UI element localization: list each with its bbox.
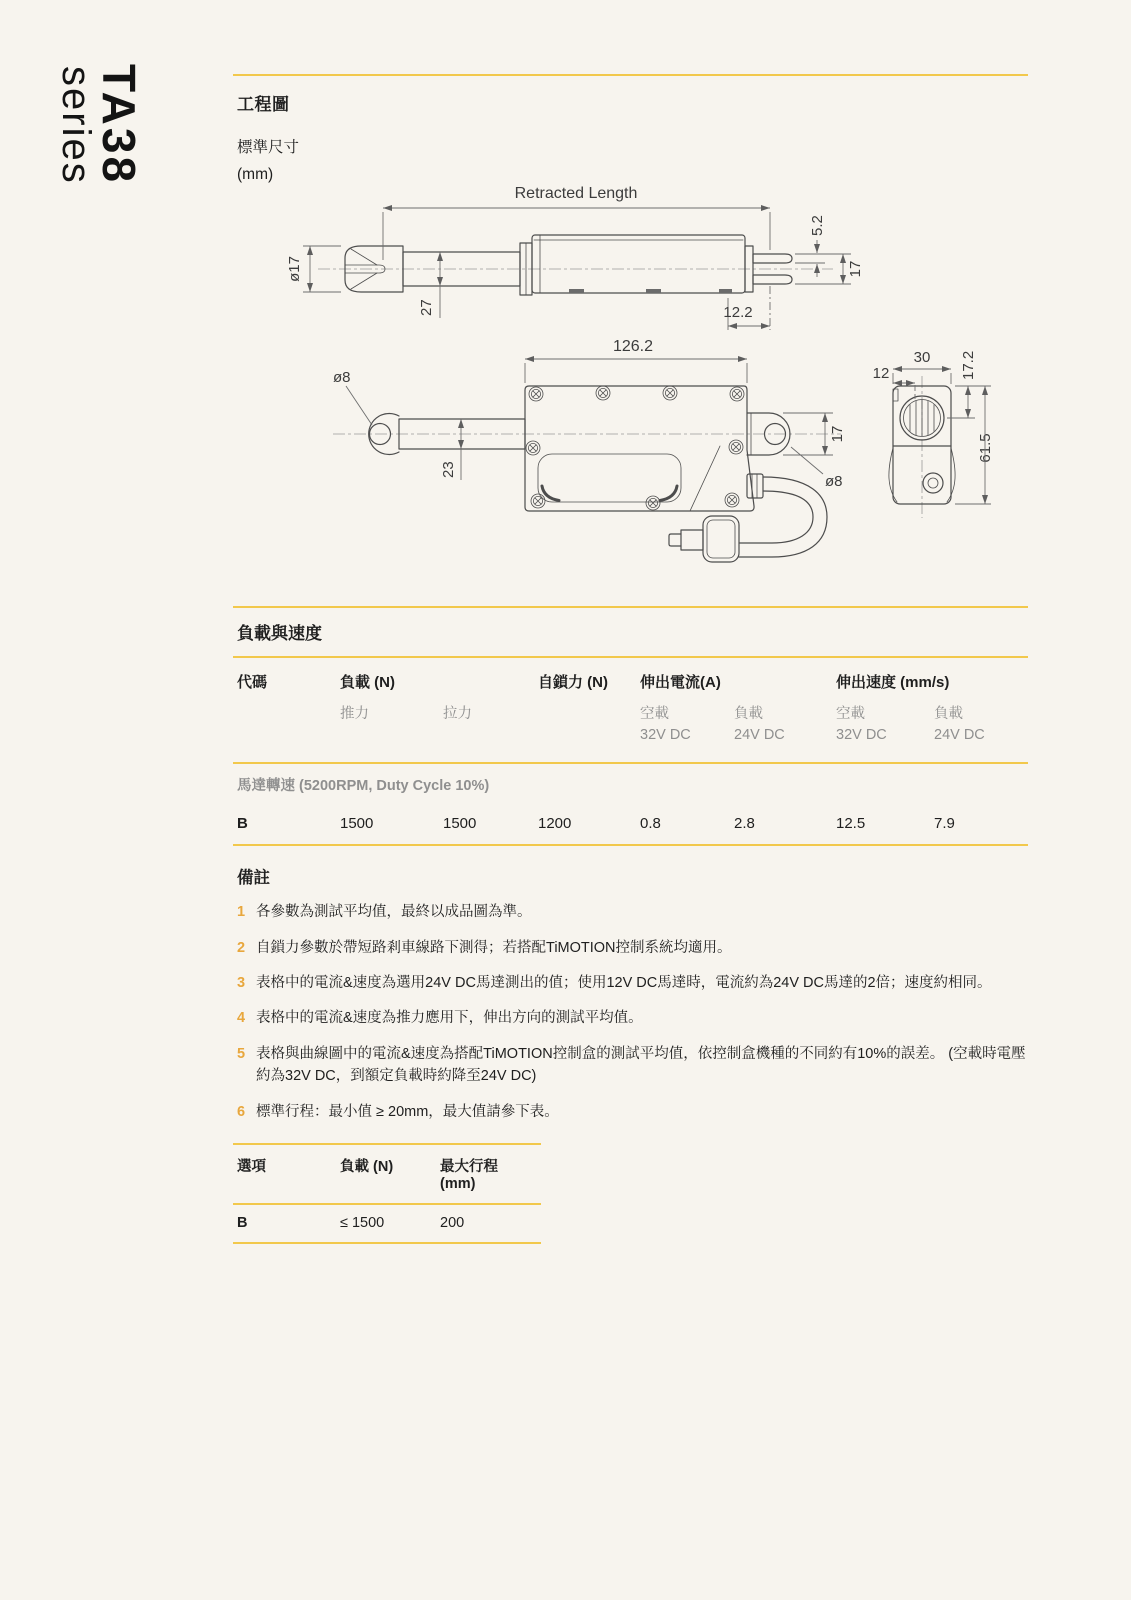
no-load-label-2: 空載 xyxy=(836,706,865,722)
unit-label: (mm) xyxy=(237,166,274,183)
load-speed-section xyxy=(233,606,1028,846)
cell-self-lock: 1200 xyxy=(538,815,572,833)
note-number: 4 xyxy=(237,1010,246,1027)
note-text: 表格中的電流&速度為選用24V DC馬達測出的值；使用12V DC馬達時，電流約為24V DC馬達的2倍；速度約相同。 xyxy=(256,974,992,991)
note-item xyxy=(233,1007,1028,1029)
cell-option: B xyxy=(237,1215,248,1232)
voltage-32v-2: 32V DC xyxy=(836,727,887,744)
dim-fork-slot: 5.2 xyxy=(809,215,826,236)
subcol-current-no-load xyxy=(636,692,730,762)
notes-section xyxy=(233,864,1028,1123)
note-item xyxy=(233,1101,1028,1123)
note-text: 表格與曲線圖中的電流&速度為搭配TiMOTION控制盒的測試平均值，依控制盒機種的不同約有10%的誤差。 (空載時電壓約為32V DC，到額定負載時約降至24V DC) xyxy=(256,1045,1026,1085)
notes-heading: 備註 xyxy=(237,869,270,888)
subcol-push: 推力 xyxy=(340,706,369,722)
load-speed-data-row xyxy=(233,807,1028,844)
note-number: 6 xyxy=(237,1103,246,1120)
dim-rear-eye-height: 17 xyxy=(829,425,846,443)
drawing-side-view xyxy=(286,186,864,330)
note-number: 1 xyxy=(237,904,246,921)
note-text: 標準行程：最小值 ≥ 20mm，最大值請參下表。 xyxy=(256,1103,559,1120)
note-item xyxy=(233,937,1028,959)
subcol-empty xyxy=(233,692,336,762)
note-number: 3 xyxy=(237,974,246,991)
dim-fork-height: 17 xyxy=(847,260,864,278)
col-load: 負載 (N) xyxy=(340,674,395,691)
voltage-32v: 32V DC xyxy=(640,727,691,744)
stroke-header-row xyxy=(233,1145,541,1203)
dim-retracted-length: Retracted Length xyxy=(514,186,638,202)
drawing-profile-view xyxy=(333,338,846,562)
load-speed-subheader-row xyxy=(233,692,1028,762)
no-load-label: 空載 xyxy=(640,706,669,722)
cell-current-no-load: 0.8 xyxy=(640,815,661,833)
dim-top-to-center: 17.2 xyxy=(960,350,977,380)
table-rule-bottom xyxy=(233,844,1028,846)
subcol-empty2 xyxy=(534,692,636,762)
top-divider xyxy=(233,74,1028,76)
cell-code: B xyxy=(237,815,248,833)
voltage-24v: 24V DC xyxy=(734,727,785,744)
dim-rear-hole-dia: ø8 xyxy=(825,473,843,490)
technical-drawings xyxy=(233,186,1028,586)
cell-speed-full-load: 7.9 xyxy=(934,815,955,833)
voltage-24v-2: 24V DC xyxy=(934,727,985,744)
series-code: TA38 xyxy=(93,64,145,186)
cell-speed-no-load: 12.5 xyxy=(836,815,866,833)
subcol-current-full-load xyxy=(730,692,832,762)
stroke-table xyxy=(233,1143,541,1244)
note-number: 2 xyxy=(237,939,246,956)
main-column xyxy=(233,0,1028,1244)
subcol-speed-no-load xyxy=(832,692,930,762)
col-option: 選項 xyxy=(237,1159,266,1176)
note-text: 各參數為測試平均值，最終以成品圖為準。 xyxy=(256,904,532,921)
cell-pull: 1500 xyxy=(443,815,477,833)
subcol-pull: 拉力 xyxy=(443,706,472,722)
note-number: 5 xyxy=(237,1045,246,1062)
col-load-n: 負載 (N) xyxy=(340,1159,394,1176)
dim-hole-offset: 12 xyxy=(872,365,890,382)
engineering-heading: 工程圖 xyxy=(237,95,290,114)
dim-body-length: 126.2 xyxy=(612,338,654,355)
col-code: 代碼 xyxy=(237,674,268,691)
stroke-data-row xyxy=(233,1205,541,1242)
note-item xyxy=(233,972,1028,994)
load-speed-heading: 負載與速度 xyxy=(237,624,322,643)
full-load-label-2: 負載 xyxy=(934,706,963,722)
note-text: 表格中的電流&速度為推力應用下，伸出方向的測試平均值。 xyxy=(256,1010,643,1027)
cell-load: ≤ 1500 xyxy=(340,1215,385,1232)
col-self-lock: 自鎖力 (N) xyxy=(538,674,608,691)
dim-rod-dia: 27 xyxy=(418,299,435,316)
motor-speed-note: 馬達轉速 (5200RPM, Duty Cycle 10%) xyxy=(237,778,490,795)
cell-max-stroke: 200 xyxy=(440,1215,465,1232)
col-speed: 伸出速度 (mm/s) xyxy=(836,674,950,691)
dim-rear-offset: 12.2 xyxy=(723,304,753,321)
stroke-rule-bottom xyxy=(233,1242,541,1244)
col-current: 伸出電流(A) xyxy=(640,674,721,691)
cell-push: 1500 xyxy=(340,815,374,833)
series-vertical-label xyxy=(54,64,145,186)
load-speed-header-row xyxy=(233,658,1028,692)
col-max-stroke: 最大行程 (mm) xyxy=(440,1159,498,1193)
note-item xyxy=(233,1043,1028,1088)
drawing-end-view xyxy=(873,349,994,518)
full-load-label: 負載 xyxy=(734,706,763,722)
dim-front-hole-dia: ø8 xyxy=(333,369,351,386)
standard-dimensions-label: 標準尺寸 xyxy=(237,139,300,156)
dim-end-height: 61.5 xyxy=(977,433,994,463)
cell-current-full-load: 2.8 xyxy=(734,815,755,833)
series-word: series xyxy=(54,66,98,185)
subcol-speed-full-load xyxy=(930,692,1024,762)
note-item xyxy=(233,901,1028,923)
dim-front-dia: ø17 xyxy=(286,256,303,282)
dim-rod-dia-2: 23 xyxy=(440,461,457,478)
note-text: 自鎖力參數於帶短路剎車線路下測得；若搭配TiMOTION控制系統均適用。 xyxy=(256,939,732,956)
dim-end-width: 30 xyxy=(913,349,931,366)
